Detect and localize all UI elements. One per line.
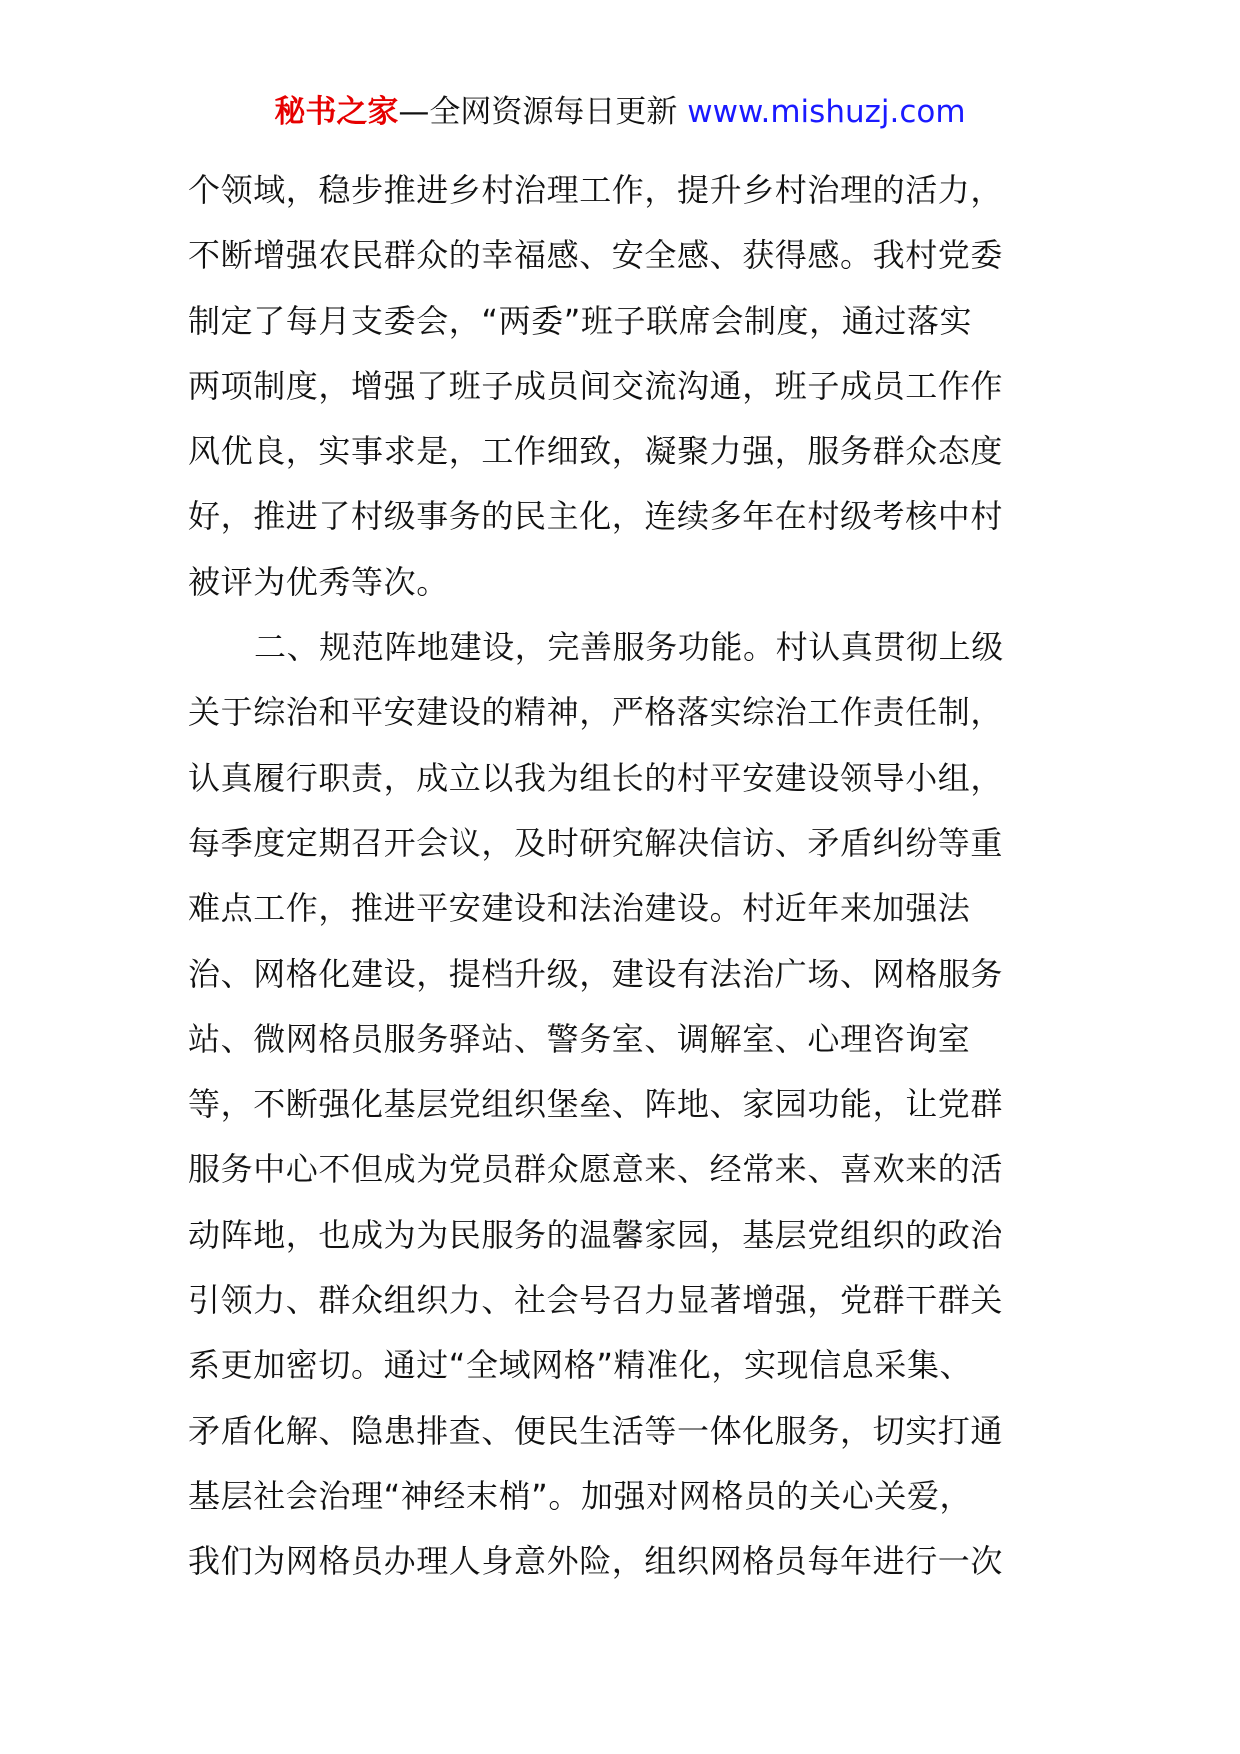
text-line: 动阵地，也成为为民服务的温馨家园，基层党组织的政治 [188,1215,1004,1254]
site-brand: 秘书之家 [274,94,399,130]
text-line: 风优良，实事求是，工作细致，凝聚力强，服务群众态度 [188,432,1004,471]
text-line: 认真履行职责，成立以我为组长的村平安建设领导小组， [188,758,1004,797]
text-line: 个领域，稳步推进乡村治理工作，提升乡村治理的活力， [188,171,1004,209]
text-line: 治、网格化建设，提档升级，建设有法治广场、网格服务 [188,954,1004,993]
text-line: 系更加密切。通过“全域网格”精准化，实现信息采集、 [188,1346,973,1385]
text-line: 被评为优秀等次。 [188,562,449,601]
text-line: 每季度定期召开会议，及时研究解决信访、矛盾纠纷等重 [188,823,1004,862]
document-body [188,158,1056,1595]
text-line: 难点工作，推进平安建设和法治建设。村近年来加强法 [188,889,971,928]
site-header [0,92,1240,132]
text-line: 引领力、群众组织力、社会号召力显著增强，党群干群关 [188,1281,1004,1320]
text-line: 基层社会治理“神经末梢”。加强对网格员的关心关爱， [188,1476,973,1515]
site-tagline: —全网资源每日更新 [398,94,688,130]
text-line: 好，推进了村级事务的民主化，连续多年在村级考核中村 [188,497,1004,536]
text-line: 两项制度，增强了班子成员间交流沟通，班子成员工作作 [188,366,1004,405]
text-line: 服务中心不但成为党员群众愿意来、经常来、喜欢来的活 [188,1150,1004,1189]
text-line: 我们为网格员办理人身意外险，组织网格员每年进行一次 [188,1542,1004,1581]
text-line: 站、微网格员服务驿站、警务室、调解室、心理咨询室 [188,1019,971,1058]
site-url-link[interactable]: www.mishuzj.com [687,94,966,130]
text-line: 等，不断强化基层党组织堡垒、阵地、家园功能，让党群 [188,1085,1004,1124]
text-line: 矛盾化解、隐患排查、便民生活等一体化服务，切实打通 [188,1411,1004,1450]
text-line: 制定了每月支委会，“两委”班子联席会制度，通过落实 [188,301,973,340]
section-heading-line: 二、规范阵地建设，完善服务功能。村认真贯彻上级 [254,628,1004,667]
text-line: 不断增强农民群众的幸福感、安全感、获得感。我村党委 [188,236,1004,275]
text-line: 关于综治和平安建设的精神，严格落实综治工作责任制， [188,693,1004,732]
